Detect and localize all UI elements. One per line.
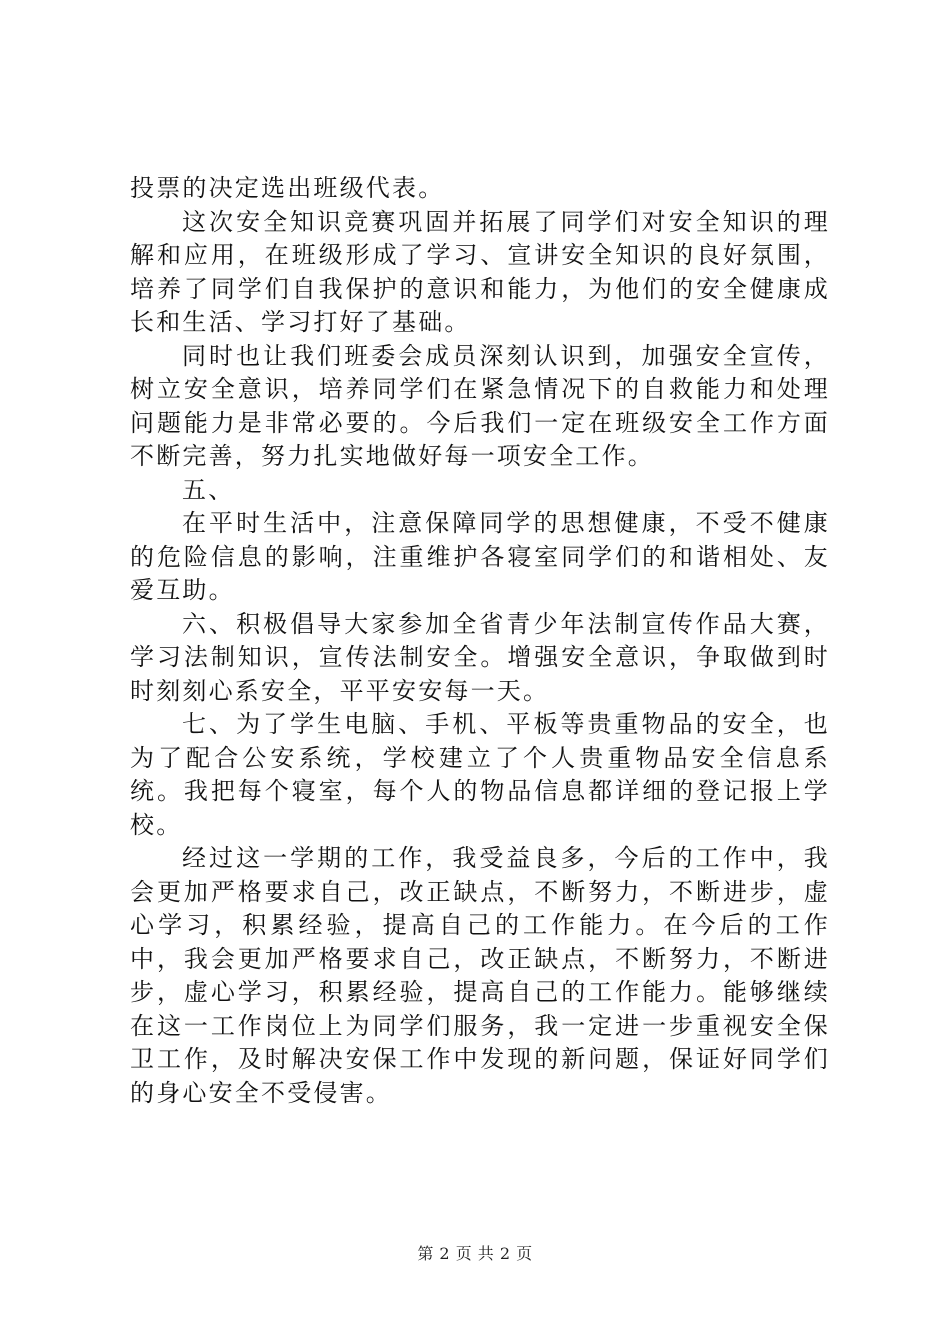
paragraph-3: 同时也让我们班委会成员深刻认识到，加强安全宣传，树立安全意识，培养同学们在紧急情况下的自救能力和处理问题能力是非常必要的。今后我们一定在班级安全工作方面不断完善，努力扎实地做好每一项安全工作。 <box>130 341 830 470</box>
paragraph-2: 这次安全知识竞赛巩固并拓展了同学们对安全知识的理解和应用，在班级形成了学习、宣讲安全知识的良好氛围，培养了同学们自我保护的意识和能力，为他们的安全健康成长和生活、学习打好了基础。 <box>130 207 830 336</box>
paragraph-8: 经过这一学期的工作，我受益良多，今后的工作中，我会更加严格要求自己，改正缺点，不断努力，不断进步，虚心学习，积累经验，提高自己的工作能力。在今后的工作中，我会更加严格要求自己，改正缺点，不断努力，不断进步，虚心学习，积累经验，提高自己的工作能力。能够继续在这一工作岗位上为同学们服务，我一定进一步重视安全保卫工作，及时解决安保工作中发现的新问题，保证好同学们的身心安全不受侵害。 <box>130 844 830 1107</box>
paragraph-1: 投票的决定选出班级代表。 <box>130 174 445 202</box>
paragraph-7: 七、为了学生电脑、手机、平板等贵重物品的安全，也为了配合公安系统，学校建立了个人贵重物品安全信息系统。我把每个寝室，每个人的物品信息都详细的登记报上学校。 <box>130 710 830 839</box>
paragraph-6: 六、积极倡导大家参加全省青少年法制宣传作品大赛，学习法制知识，宣传法制安全。增强安全意识，争取做到时时刻刻心系安全，平平安安每一天。 <box>130 609 830 705</box>
page-number-footer: 第 2 页 共 2 页 <box>417 1244 533 1263</box>
section-heading-five: 五、 <box>182 475 235 504</box>
paragraph-5: 在平时生活中，注意保障同学的思想健康，不受不健康的危险信息的影响，注重维护各寝室同学们的和谐相处、友爱互助。 <box>130 509 830 604</box>
document-body <box>130 172 830 1110</box>
